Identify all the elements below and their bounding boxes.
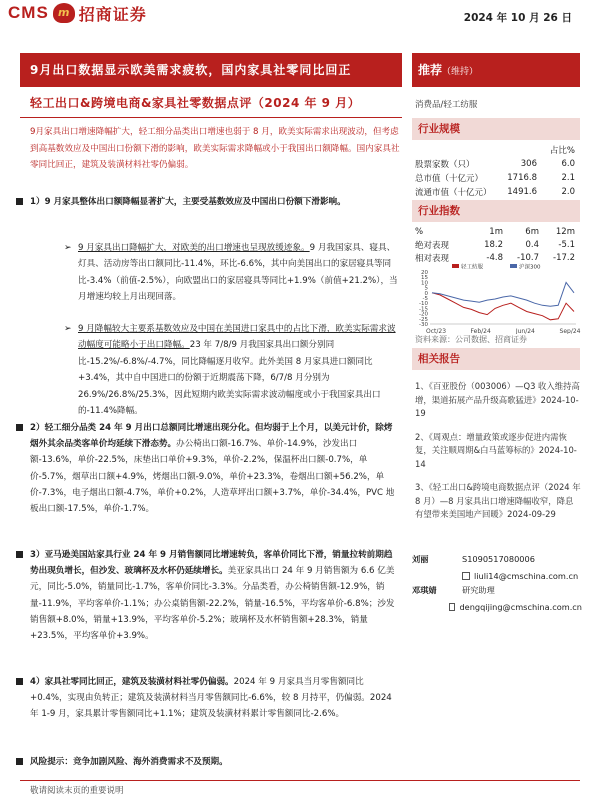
y-tick-label: 20 (421, 270, 428, 276)
index-performance-chart (412, 262, 582, 334)
y-tick-label: 5 (424, 285, 428, 292)
point-lead: 9 月家具出口降幅扩大，对欧美的出口增速也呈现放缓迹象。 (78, 243, 310, 253)
table-row (415, 185, 575, 199)
section-1-point-2 (64, 321, 400, 419)
list-item[interactable]: 1、《百亚股份（003006）—Q3 收入维持高增，渠道拓展产品升级高歌猛进》2024-10-19 (415, 381, 580, 418)
logo-text-cn: 招商证券 (78, 4, 147, 24)
pct-header: 占比% (549, 146, 575, 156)
scale-section-title: 行业规模 (412, 118, 580, 140)
cell: -10.7 (517, 252, 539, 263)
logo-text-en: CMS (8, 3, 49, 22)
row-label: 绝对表现 (415, 240, 450, 251)
section-number: 4） (30, 677, 45, 687)
analyst-name: 邓琪婧 (412, 584, 437, 595)
point-text: 23 年 7/8/9 月我国家具出口额分别同比-15.2%/-6.8%/-4.7%，同比降幅逐月收窄。此外美国 8 月家具进口额同比+3.4%，其中自中国进口的份额于近期震荡下降，6/7/8 月分别为 26.9%/26.8%/25.3%，因此短期内欧美实际需求波动幅度或小于我国家具出口的-11.4%降幅。 (78, 340, 381, 417)
bullet-square-icon (16, 678, 23, 685)
section-1 (30, 194, 400, 210)
y-tick-label: -30 (419, 322, 428, 328)
table-row (415, 157, 575, 171)
divider (20, 117, 402, 118)
y-tick-label: 0 (424, 290, 428, 297)
scale-table (415, 143, 575, 199)
rating-sub: （维持） (442, 67, 479, 77)
y-tick-label: -15 (419, 306, 428, 313)
brand-logo (8, 0, 147, 26)
index-section-title: 行业指数 (412, 200, 580, 222)
footer-disclaimer: 敬请阅读末页的重要说明 (30, 786, 124, 796)
section-number: 1） (30, 197, 45, 207)
footer-divider (20, 780, 580, 781)
email-icon (449, 603, 455, 611)
section-number: 2） (30, 423, 45, 433)
col-header: 12m (555, 226, 575, 237)
chart-source: 资料来源：公司数据、招商证券 (415, 335, 527, 344)
industry-label: 消费品/轻工纺服 (415, 100, 478, 110)
list-item[interactable]: 2、《周观点：增量政策或逐步促进内需恢复，关注顺周期&白马蓝筹标的》2024-10-14 (415, 431, 577, 469)
analyst-2 (412, 583, 582, 614)
analyst-1 (412, 552, 582, 583)
y-tick-label: -10 (419, 301, 428, 308)
col-header: 1m (489, 226, 503, 237)
col-header: 6m (525, 226, 539, 237)
cell: -4.8 (486, 252, 503, 263)
legend-label: 沪深300 (519, 264, 541, 271)
arrow-bullet-icon: ➢ (64, 324, 72, 334)
row-value: 1716.8 (507, 173, 537, 183)
y-tick-label: -20 (419, 311, 428, 318)
legend-swatch (510, 264, 517, 268)
risk-label: 风险提示： (30, 757, 73, 767)
report-title: 9月出口数据显示欧美需求疲软，国内家具社零同比回正 (20, 53, 402, 87)
logo-mark-icon: m (53, 3, 75, 23)
y-tick-label: 10 (421, 280, 428, 287)
row-pct: 2.0 (561, 187, 575, 197)
x-tick-label: Jun/24 (515, 328, 535, 334)
email-icon (462, 572, 470, 580)
rating-label: 推荐 (418, 63, 443, 77)
row-label: 总市值（十亿元） (415, 174, 484, 184)
risk-note (30, 754, 400, 770)
col-header: % (415, 226, 424, 237)
analyst-email[interactable]: liuli14@cmschina.com.cn (474, 571, 579, 581)
bullet-square-icon (16, 198, 23, 205)
rating-box (412, 53, 580, 87)
related-reports-list (415, 380, 581, 532)
index-table (415, 225, 575, 264)
risk-text: 竞争加剧风险、海外消费需求不及预期。 (72, 757, 228, 767)
row-label: 股票家数（只） (415, 160, 475, 170)
report-date: 2024 年 10 月 26 日 (463, 12, 572, 24)
bullet-square-icon (16, 424, 23, 431)
section-number: 3） (30, 550, 45, 560)
cell: -17.2 (553, 252, 575, 263)
section-text: 办公椅出口额-16.7%、单价-14.9%，沙发出口额-13.6%，单价-22.5%，床垫出口单价+9.3%，单价-2.2%，保温杯出口额-0.7%，单价-5.7%，烟草出口额+4.9%，烤烟出口额-9.0%，单价+23.3%，卷烟出口额+56.2%，单价-7.3%，电子烟出口额-4.7%，单价+0.2%，人造草坪出口额+3.7%，单价-34.4%，PVC 地板出口额-17.5%，单价-1.7%。 (30, 439, 395, 515)
point-lead: 9 月降幅较大主要系基数效应及中国在美国进口家具中的占比下滑，欧美实际需求波动幅度可能略小于出口降幅。 (78, 324, 396, 351)
row-value: 1491.6 (507, 187, 537, 197)
section-2 (30, 420, 400, 517)
section-heading: 家具社零同比回正，建筑及装潢材料社零仍偏弱。 (44, 677, 234, 687)
x-tick-label: Oct/23 (425, 328, 447, 334)
bullet-square-icon (16, 551, 23, 558)
table-row (415, 171, 575, 185)
section-4 (30, 674, 400, 723)
y-tick-label: 15 (421, 275, 428, 282)
analyst-email[interactable]: dengqijing@cmschina.com.cn (459, 602, 582, 612)
row-pct: 6.0 (561, 159, 575, 169)
y-tick-label: -25 (419, 316, 428, 323)
cell: -5.1 (558, 239, 575, 250)
analyst-cert: 研究助理 (462, 584, 495, 595)
row-label: 流通市值（十亿元） (415, 188, 492, 198)
section-3 (30, 547, 400, 644)
section-text: 美亚家具出口 24 年 9 月销售额为 6.6 亿美元，同比-5.0%，销量同比-1.7%，客单价同比-3.3%。分品类看，办公椅销售额-12.9%，销量-11.9%，平均客单价-1.1%；办公桌销售额-22.2%，销量-16.5%，平均客单价-6.8%；沙发销售额+8.0%，销量+13.9%，平均客单价-5.2%；玻璃杯及水杯销售额+28.3%，销量+23.5%，平均客单价+3.9%。 (30, 566, 395, 642)
arrow-bullet-icon: ➢ (64, 243, 72, 253)
legend-label: 轻工纺服 (461, 264, 484, 271)
bullet-square-icon (16, 758, 23, 765)
section-text: 2024 年 9 月家具当月零售额同比+0.4%，实现由负转正；建筑及装潢材料当月零售额同比-6.6%，较 8 月持平，仍偏弱。2024 年 1-9 月，家具累计零售额同比+1.1%；建筑及装潢材料累计零售额同比-2.6%。 (30, 677, 392, 720)
y-tick-label: -5 (422, 296, 428, 302)
point-text: 9 月我国家具、寝具、灯具、活动房等出口额同比-11.4%，环比-6.6%，其中向美国出口的家居寝具等同比-3.4%（前值-2.5%），向欧盟出口的家居寝具等同比+1.9%（前值+21.2%），当月增速均较上月出现回落。 (78, 243, 398, 303)
report-subtitle: 轻工出口&跨境电商&家具社零数据点评（2024 年 9 月） (30, 96, 361, 110)
analyst-name: 刘丽 (412, 553, 429, 564)
section-heading: 轻工细分品类 24 年 9 月出口总额同比增速出现分化。但均弱于上个月，以美元计价，除烤烟外其余品类客单价均延续下滑态势。 (30, 423, 393, 450)
series-line-csi300 (432, 282, 574, 306)
section-1-point-1 (64, 240, 400, 306)
table-row (415, 238, 575, 251)
reports-section-title: 相关报告 (412, 348, 580, 370)
analyst-cert: S1090517080006 (462, 554, 535, 564)
row-value: 306 (520, 159, 537, 169)
cell: 18.2 (484, 239, 503, 250)
cell: 0.4 (525, 239, 539, 250)
list-item[interactable]: 3、《轻工出口&跨境电商数据点评（2024 年 8 月）—8 月家具出口增速降幅收窄，降息有望带来美国地产回暖》2024-09-29 (415, 482, 581, 519)
row-label: 相对表现 (415, 253, 450, 264)
section-heading: 亚马逊美国站家具行业 24 年 9 月销售额同比增速转负，客单价同比下滑，销量拉转前期趋势出现负增长，但沙发、玻璃杯及水杯仍延续增长。 (30, 550, 393, 577)
summary-paragraph: 9月家具出口增速降幅扩大，轻工细分品类出口增速也弱于 8 月，欧美实际需求出现波动，但考虑到高基数效应及中国出口份额下滑的影响，欧美实际需求降幅或小于我国出口额降幅。国内家具社零同比回正，建筑及装潢材料社零仍偏弱。 (30, 127, 400, 170)
legend-swatch (452, 264, 459, 268)
x-tick-label: Sep/24 (559, 328, 581, 334)
row-pct: 2.1 (561, 173, 575, 183)
x-tick-label: Feb/24 (470, 328, 491, 334)
section-heading: 9 月家具整体出口额降幅显著扩大，主要受基数效应及中国出口份额下滑影响。 (44, 197, 346, 207)
